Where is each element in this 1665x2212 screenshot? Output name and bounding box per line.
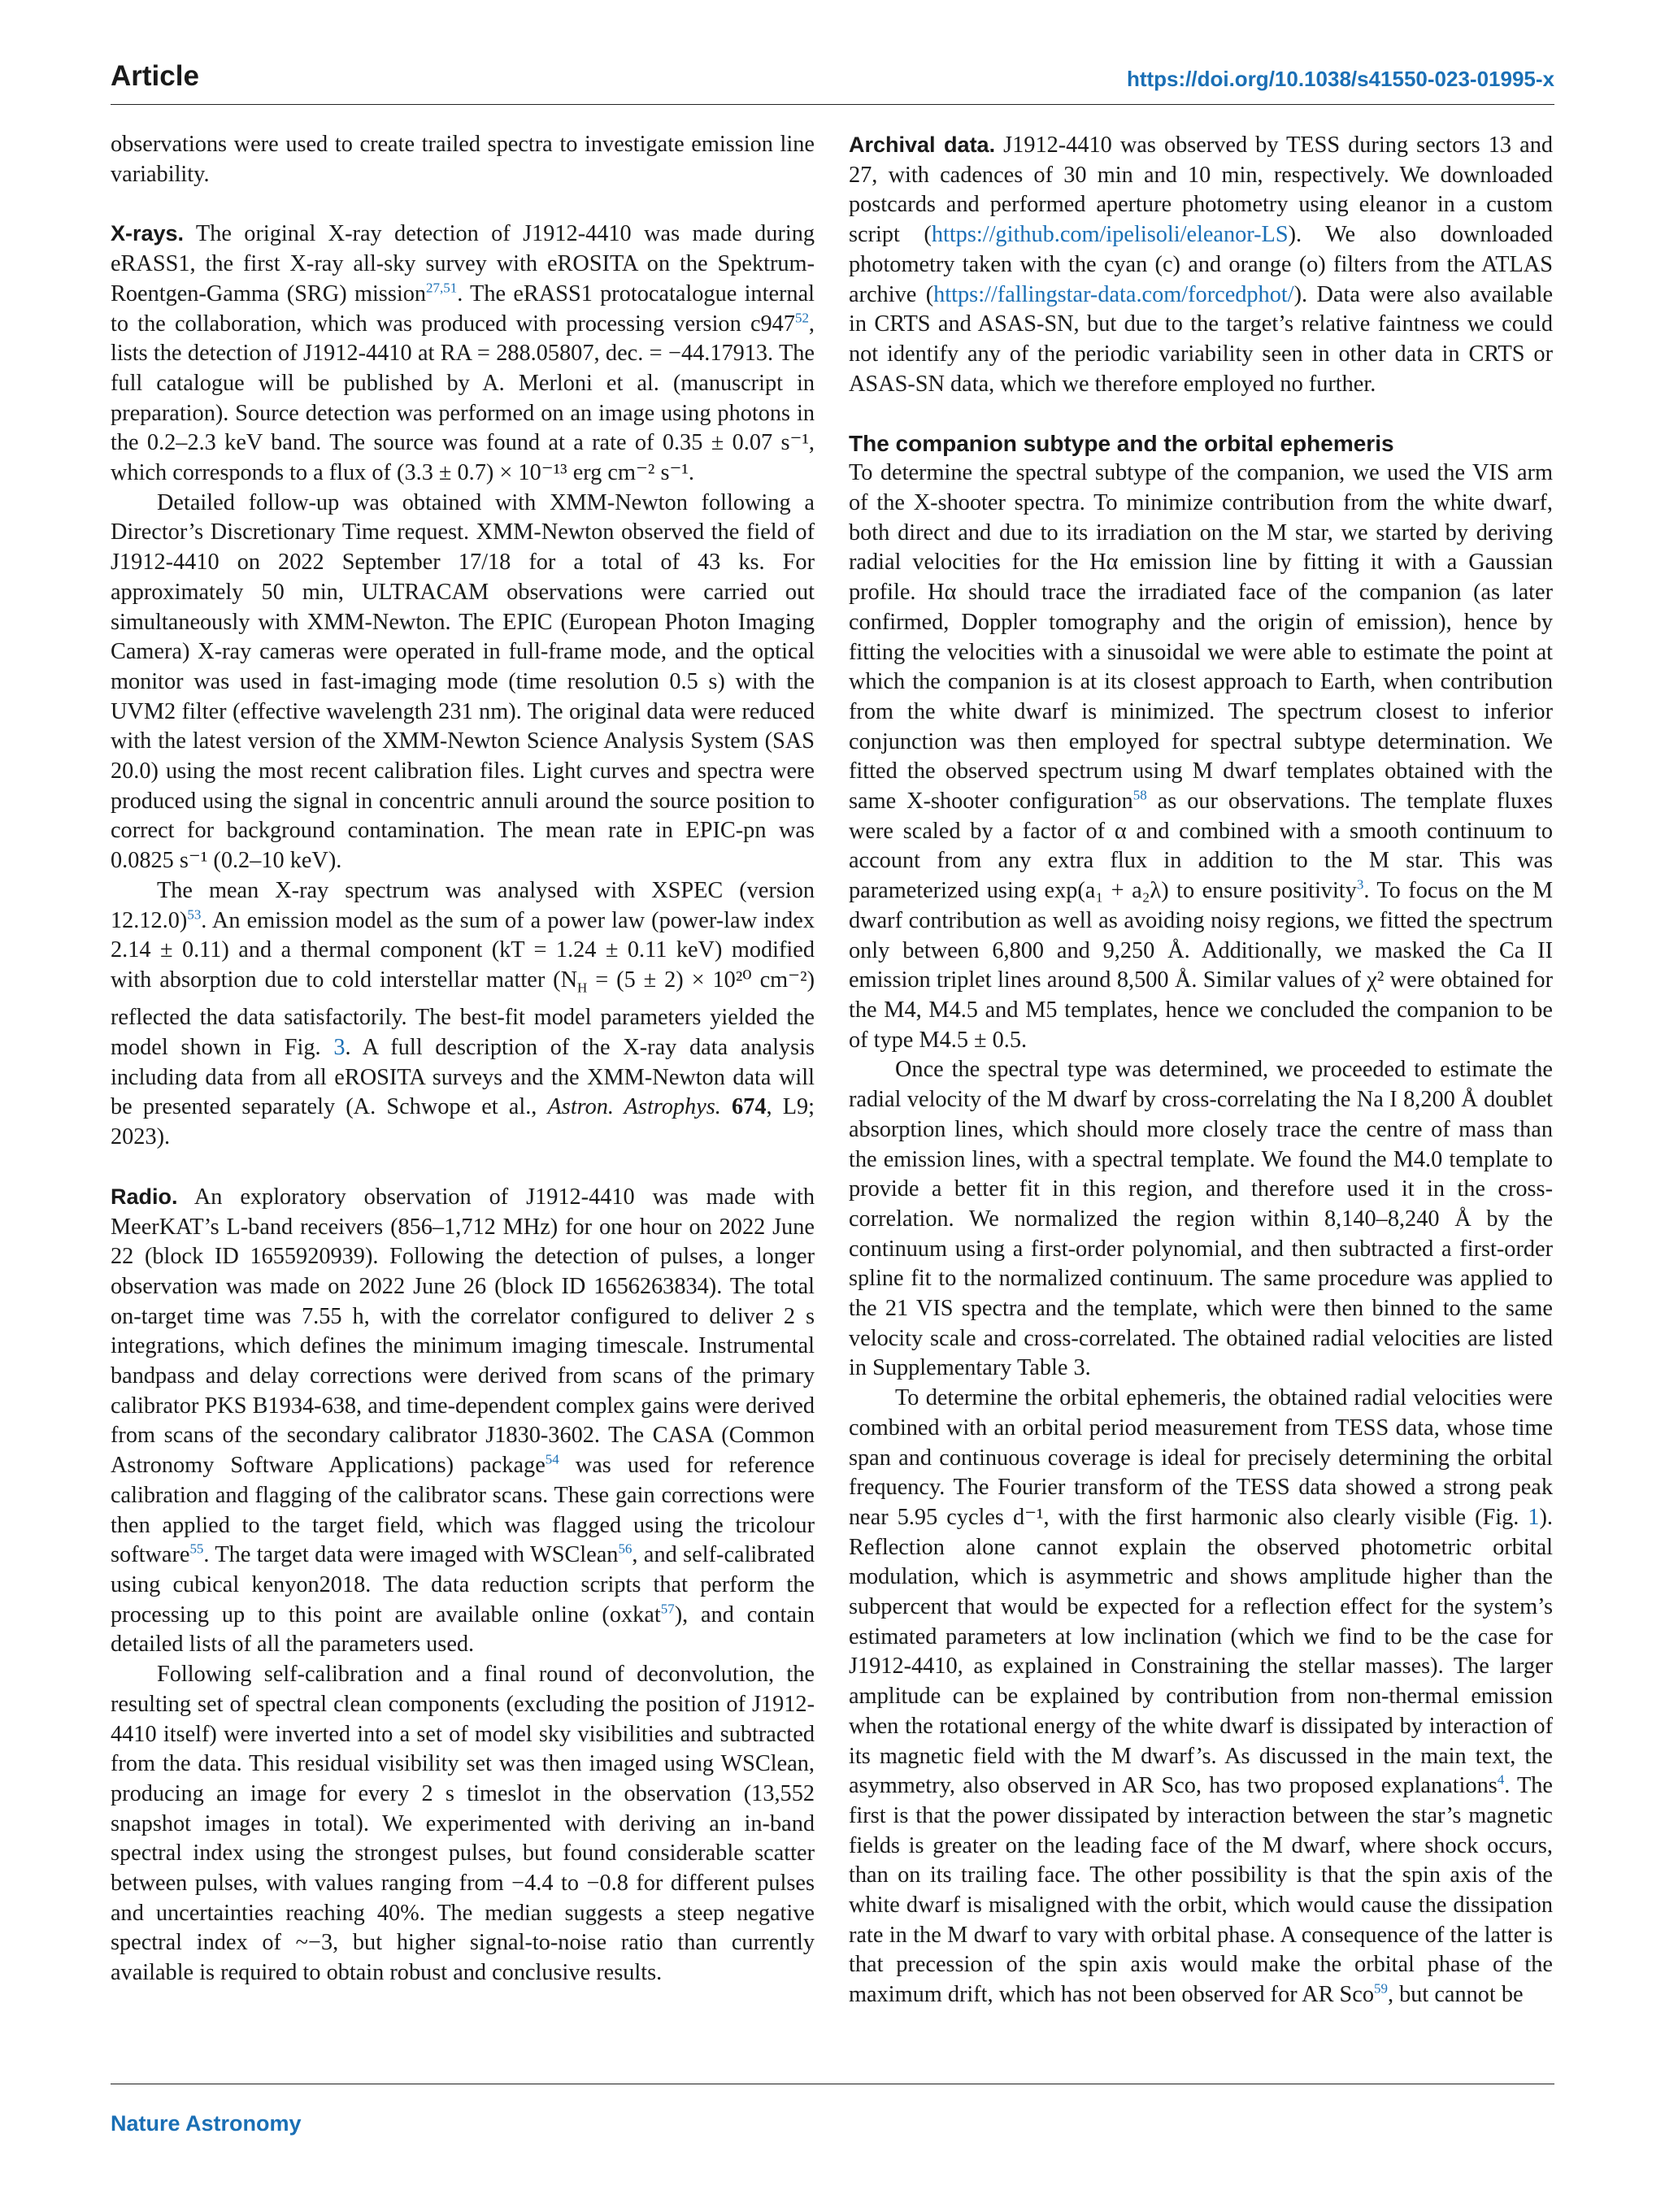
xrays-paragraph-3: The mean X-ray spectrum was analysed with XSPEC (version 12.12.0)$^{53}$. An emission model as the sum of a power law (power-law index 2.14 ± 0.11) and a thermal component (kT = 1.24 ± 0.11 keV) modified with absorption due to cold interstellar matter ($N_H = (5 \pm 2) \times 10^{20}$ cm⁻²) reflected the data satisfactorily. The best-fit model parameters yielded the model shown in Fig. 3. A full description of the X-ray data analysis including data from all eROSITA surveys and the XMM-Newton data will be presented separately (A. Schwope et al., Astron. Astrophys. 674, L9; 2023). xyxy=(111,877,815,1150)
xrays-heading: X-rays. xyxy=(111,221,185,246)
companion-paragraph-3: To determine the orbital ephemeris, the obtained radial velocities were combined with an orbital period measurement from TESS data, whose time span and continuous coverage is ideal for precisely determining the orbital frequency. The Fourier transform of the TESS data showed a strong peak near 5.95 cycles d⁻¹, with the first harmonic also clearly visible (Fig. 1). Reflection alone cannot explain the observed photometric orbital modulation, which is asymmetric and shows amplitude higher than the subpercent that would be expected for a reflection effect for the system’s estimated parameters at low inclination (which we find to be the case for J1912-4410, as explained in Constraining the stellar masses). The larger amplitude can be explained by contribution from non-thermal emission when the rotational energy of the white dwarf is dissipated by interaction of its magnetic field with the M dwarf’s. As discussed in the main text, the asymmetry, also observed in AR Sco, has two proposed explanations$^4$. The first is that the power dissipated by interaction between the star’s magnetic fields is greater on the leading face of the M dwarf, where shock occurs, than on its trailing face. The other possibility is that the spin axis of the white dwarf is misaligned with the orbit, which would cause the dissipation rate in the M dwarf to vary with orbital phase. A consequence of the latter is that precession of the spin axis would make the orbital phase of the maximum drift, which has not been observed for AR Sco$^{59}$, but cannot be xyxy=(849,1385,1553,2008)
archival-paragraph: Archival data. J1912-4410 was observed by TESS during sectors 13 and 27, with cadences of 30 min and 10 min, respectively. We downloaded postcards and performed aperture photometry using eleanor in a custom script (https://github.com/ipelisoli/eleanor-LS). We also downloaded photometry taken with the cyan (c) and orange (o) filters from the ATLAS archive (https://fallingstar-data.com/forcedphot/). Data were also available in CRTS and ASAS-SN, but due to the target’s relative faintness we could not identify any of the periodic variability seen in other data in CRTS or ASAS-SN data, which we therefore employed no further. xyxy=(849,133,1554,397)
article-label: Article xyxy=(111,60,199,92)
archival-heading: Archival data. xyxy=(849,133,996,157)
citation[interactable]: 57 xyxy=(660,1601,675,1617)
right-column xyxy=(849,130,1553,2010)
citation[interactable]: 55 xyxy=(189,1541,204,1557)
figure-link[interactable]: 3 xyxy=(333,1035,346,1061)
citation[interactable]: 27,51 xyxy=(426,280,458,296)
radio-heading: Radio. xyxy=(111,1184,178,1209)
citation[interactable]: 58 xyxy=(1132,787,1147,803)
eleanor-link[interactable]: https://github.com/ipelisoli/eleanor-LS xyxy=(931,222,1289,248)
journal-name: Nature Astronomy xyxy=(111,2111,302,2136)
citation[interactable]: 56 xyxy=(618,1541,633,1557)
citation[interactable]: 52 xyxy=(794,310,809,326)
citation[interactable]: 4 xyxy=(1497,1771,1505,1788)
companion-paragraph-2: Once the spectral type was determined, we proceeded to estimate the radial velocity of the M dwarf by cross-correlating the Na I 8,200 Å doublet absorption lines, which should more closely trace the centre of mass than the emission lines, with a spectral template. We found the M4.0 template to provide a better fit in this region, and therefore used it in the cross-correlation. We normalized the region within 8,140–8,240 Å by the continuum using a first-order polynomial, and then subtracted a first-order spline fit to the normalized continuum. The same procedure was applied to the 21 VIS spectra and the template, which were then binned to the same velocity scale and cross-correlated. The obtained radial velocities are listed in Supplementary Table 3. xyxy=(849,1057,1553,1381)
header-rule xyxy=(111,104,1554,105)
doi-link[interactable]: https://doi.org/10.1038/s41550-023-01995-x xyxy=(1126,67,1554,91)
radio-paragraph-1: Radio. An exploratory observation of J1912-4410 was made with MeerKAT’s L-band receivers (856–1,712 MHz) for one hour on 2022 June 22 (block ID 1655920939). Following the detection of pulses, a longer observation was made on 2022 June 26 (block ID 1656263834). The total on-target time was 7.55 h, with the correlator configured to deliver 2 s integrations, which defines the minimum imaging timescale. Instrumental bandpass and delay corrections were derived from scans of the primary calibrator PKS B1934-638, and time-dependent complex gains were derived from scans of the secondary calibrator J1830-3602. The CASA (Common Astronomy Software Applications) package$^{54}$ was used for reference calibration and flagging of the calibrator scans. These gain corrections were then applied to the target field, which was flagged using the tricolour software$^{55}$. The target data were imaged with WSClean$^{56}$, and self-calibrated using cubical kenyon2018. The data reduction scripts that perform the processing up to this point are available online (oxkat$^{57}$), and contain detailed lists of all the parameters used. xyxy=(111,1184,815,1658)
citation[interactable]: 54 xyxy=(545,1451,559,1467)
intro-tail-paragraph: observations were used to create trailed spectra to investigate emission line variability. xyxy=(111,132,815,187)
citation[interactable]: 53 xyxy=(187,906,202,923)
left-column xyxy=(111,130,815,1988)
companion-paragraph-1: To determine the spectral subtype of the companion, we used the VIS arm of the X-shooter spectra. To minimize contribution from the white dwarf, both direct and due to its irradiation on the M star, we started by deriving radial velocities for the Hα emission line by fitting it with a Gaussian profile. Hα should trace the irradiated face of the companion (as later confirmed, Doppler tomography and the origin of emission), hence by fitting the velocities with a sinusoidal we were able to estimate the point at which the companion is at its closest approach to Earth, when contribution from the white dwarf is minimized. The spectrum closest to inferior conjunction was then employed for spectral subtype determination. We fitted the observed spectrum using M dwarf templates obtained with the same X-shooter configuration$^{58}$ as our observations. The template fluxes were scaled by a factor of α and combined with a smooth continuum to account from any extra flux in addition to the M star. This was parameterized using exp(a₁ + a₂λ) to ensure positivity$^3$. To focus on the M dwarf contribution as well as avoiding noisy regions, we fitted the spectrum only between 6,800 and 9,250 Å. Additionally, we masked the Ca II emission triplet lines around 8,500 Å. Similar values of χ² were obtained for the M4, M4.5 and M5 templates, hence we concluded the companion to be of type M4.5 ± 0.5. xyxy=(849,460,1553,1053)
figure-link[interactable]: 1 xyxy=(1528,1504,1540,1530)
section-title: The companion subtype and the orbital ephemeris xyxy=(849,431,1394,457)
xrays-paragraph-1: X-rays. The original X-ray detection of J1912-4410 was made during eRASS1, the first X-ray all-sky survey with eROSITA on the Spektrum-Roentgen-Gamma (SRG) mission$^{27,51}$. The eRASS1 protocatalogue internal to the collaboration, which was produced with processing version c947$^{52}$, lists the detection of J1912-4410 at RA = 288.05807, dec. = −44.17913. The full catalogue will be published by A. Merloni et al. (manuscript in preparation). Source detection was performed on an image using photons in the 0.2–2.3 keV band. The source was found at a rate of 0.35 ± 0.07 s⁻¹, which corresponds to a flux of (3.3 ± 0.7) × 10⁻¹³ erg cm⁻² s⁻¹. xyxy=(111,221,815,486)
atlas-link[interactable]: https://fallingstar-data.com/forcedphot/ xyxy=(933,281,1294,307)
radio-paragraph-2: Following self-calibration and a final round of deconvolution, the resulting set of spectral clean components (excluding the position of J1912-4410 itself) were inverted into a set of model sky visibilities and subtracted from the data. This residual visibility set was then imaged using WSClean, producing an image for every 2 s timeslot in the observation (13,552 snapshot images in total). We experimented with deriving an in-band spectral index using the strongest pulses, but found considerable scatter between pulses, with values ranging from −4.4 to −0.8 for different pulses and uncertainties reaching 40%. The median suggests a steep negative spectral index of ~−3, but higher signal-to-noise ratio than currently available is required to obtain robust and conclusive results. xyxy=(111,1662,815,1986)
citation[interactable]: 59 xyxy=(1374,1980,1388,1997)
xrays-paragraph-2: Detailed follow-up was obtained with XMM-Newton following a Director’s Discretionary Time request. XMM-Newton observed the field of J1912-4410 on 2022 September 17/18 for a total of 43 ks. For approximately 50 min, ULTRACAM observations were carried out simultaneously with XMM-Newton. The EPIC (European Photon Imaging Camera) X-ray cameras were operated in full-frame mode, and the optical monitor was used in fast-imaging mode (time resolution 0.5 s) with the UVM2 filter (effective wavelength 231 nm). The original data were reduced with the latest version of the XMM-Newton Science Analysis System (SAS 20.0) using the most recent calibration files. Light curves and spectra were produced using the signal in concentric annuli around the source position to correct for background contamination. The mean rate in EPIC-pn was 0.0825 s⁻¹ (0.2–10 keV). xyxy=(111,489,815,874)
citation[interactable]: 3 xyxy=(1356,876,1364,893)
